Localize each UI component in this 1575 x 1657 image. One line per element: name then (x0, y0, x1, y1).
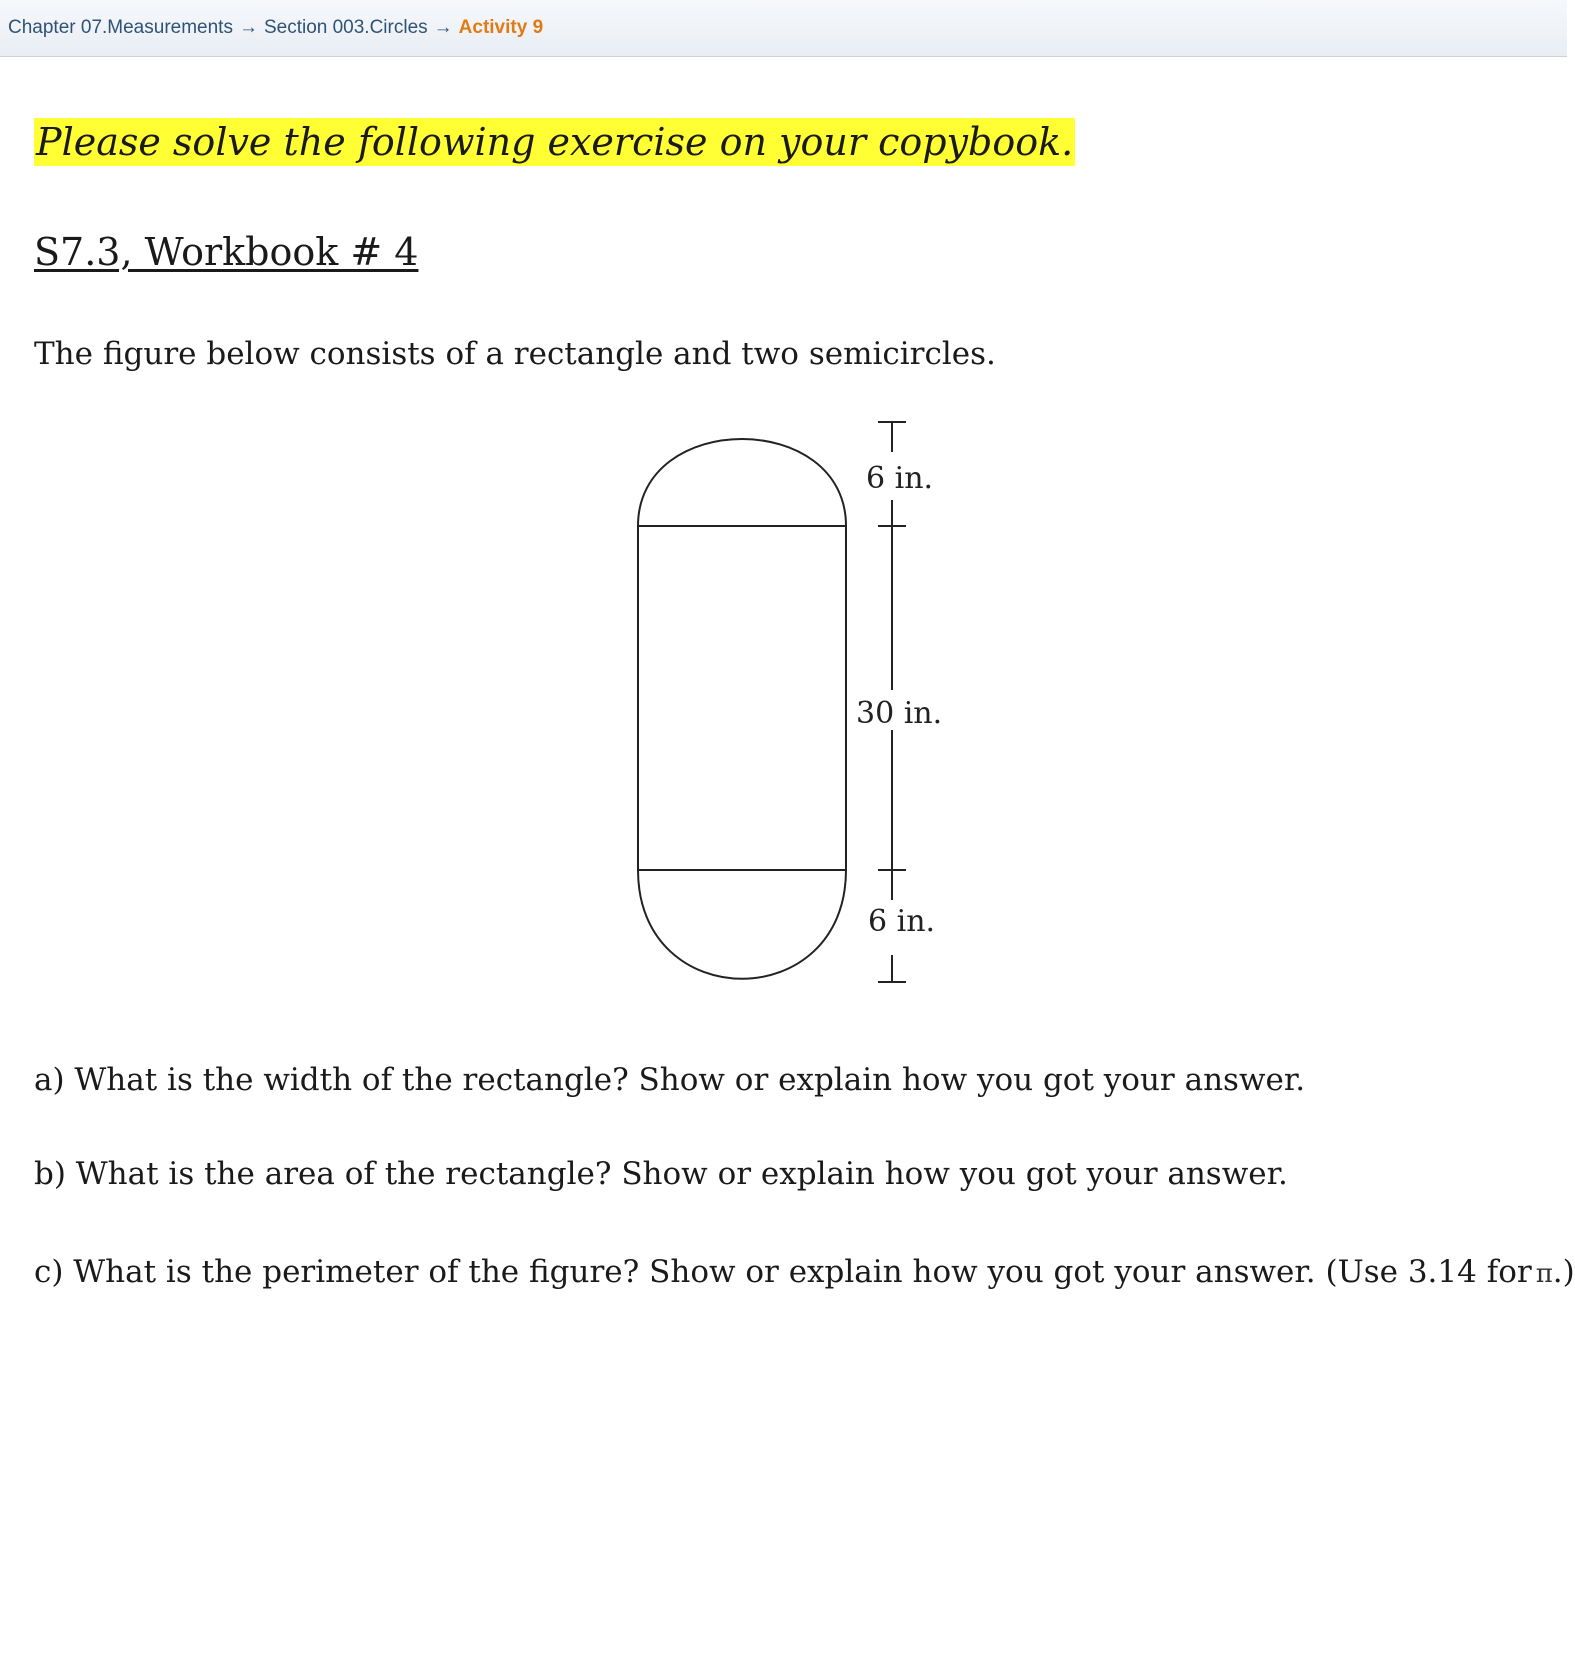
exercise-reference: S7.3, Workbook # 4 (34, 230, 419, 274)
breadcrumb-separator: → (238, 17, 258, 38)
rectangle (638, 526, 846, 870)
question-b: b) What is the area of the rectangle? Show or explain how you got your answer. (34, 1156, 1288, 1192)
bottom-semicircle (638, 870, 846, 979)
instruction-text: Please solve the following exercise on your copybook. (36, 120, 1074, 164)
label-middle: 30 in. (856, 696, 943, 731)
pi-symbol: π (1535, 1259, 1553, 1289)
figure-description: The figure below consists of a rectangle and two semicircles. (34, 336, 996, 372)
label-bottom: 6 in. (868, 904, 936, 939)
question-c (34, 1254, 1575, 1290)
label-top: 6 in. (866, 461, 934, 496)
geometry-figure (600, 400, 960, 1000)
top-semicircle (638, 439, 846, 526)
breadcrumb-separator: → (433, 17, 453, 38)
breadcrumb (0, 0, 1567, 57)
question-a: a) What is the width of the rectangle? Show or explain how you got your answer. (34, 1062, 1306, 1098)
question-c-end: .) (1552, 1254, 1575, 1290)
figure-svg (600, 400, 960, 1000)
breadcrumb-chapter-link[interactable]: Chapter 07.Measurements (8, 17, 233, 38)
question-c-text: c) What is the perimeter of the figure? Show or explain how you got your answer. (Use 3.14 for (34, 1254, 1532, 1290)
breadcrumb-section-link[interactable]: Section 003.Circles (263, 17, 428, 38)
breadcrumb-current-activity: Activity 9 (458, 17, 544, 38)
